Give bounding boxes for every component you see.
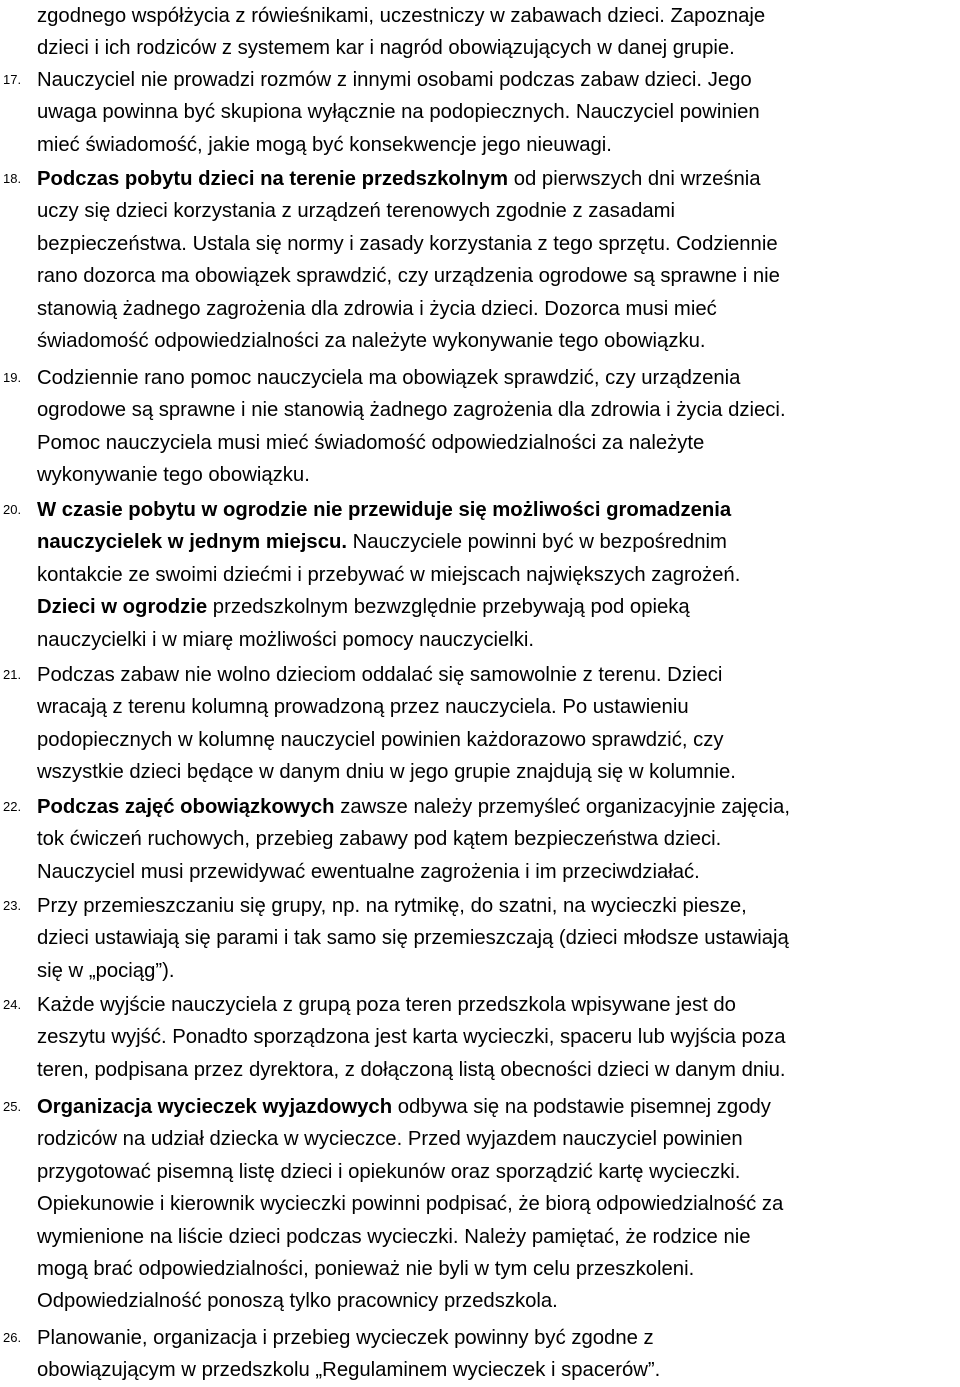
text-line: rodziców na udział dziecka w wycieczce. Przed wyjazdem nauczyciel powinien	[37, 1128, 743, 1151]
text-line: dzieci ustawiają się parami i tak samo się przemieszczają (dzieci młodsze ustawiają	[37, 927, 789, 950]
item-number: 17.	[3, 72, 22, 87]
item-number: 18.	[3, 171, 22, 186]
text-line: mieć świadomość, jakie mogą być konsekwencje jego nieuwagi.	[37, 133, 612, 156]
text-run: Nauczyciele powinni być w bezpośrednim	[347, 531, 727, 554]
text-line: uwaga powinna być skupiona wyłącznie na podopiecznych. Nauczyciel powinien	[37, 101, 760, 124]
bold-lead: W czasie pobytu w ogrodzie nie przewiduje się możliwości gromadzenia	[37, 499, 732, 521]
text-line: Codziennie rano pomoc nauczyciela ma obowiązek sprawdzić, czy urządzenia	[37, 367, 741, 389]
item-number: 26.	[3, 1330, 22, 1345]
bold-lead: Podczas pobytu dzieci na terenie przedszkolnym	[37, 168, 509, 190]
text-line: wykonywanie tego obowiązku.	[37, 464, 310, 487]
text-run: od pierwszych dni września	[508, 168, 761, 190]
item-number: 25.	[3, 1099, 22, 1114]
text-line: zeszytu wyjść. Ponadto sporządzona jest karta wycieczki, spaceru lub wyjścia poza	[37, 1026, 786, 1049]
text-line: podopiecznych w kolumnę nauczyciel powinien każdorazowo sprawdzić, czy	[37, 728, 724, 751]
text-line: Podczas zabaw nie wolno dzieciom oddalać się samowolnie z terenu. Dzieci	[37, 664, 723, 686]
text-run: zawsze należy przemyśleć organizacyjnie zajęcia,	[334, 796, 790, 818]
text-line: kontakcie ze swoimi dziećmi i przebywać w miejscach największych zagrożeń.	[37, 563, 741, 586]
text-line: się w „pociąg”).	[37, 959, 175, 982]
item-number: 23.	[3, 898, 22, 913]
text-line: tok ćwiczeń ruchowych, przebieg zabawy pod kątem bezpieczeństwa dzieci.	[37, 828, 722, 851]
text-line: Odpowiedzialność ponoszą tylko pracownicy przedszkola.	[37, 1290, 558, 1313]
text-run: odbywa się na podstawie pisemnej zgody	[392, 1096, 771, 1118]
bold-lead: Podczas zajęć obowiązkowych	[37, 796, 335, 818]
text-line: wszystkie dzieci będące w danym dniu w jego grupie znajdują się w kolumnie.	[37, 761, 736, 784]
text-line: rano dozorca ma obowiązek sprawdzić, czy urządzenia ogrodowe są sprawne i nie	[37, 265, 780, 288]
text-line: nauczycielki i w miarę możliwości pomocy nauczycielki.	[37, 628, 535, 651]
text-line: świadomość odpowiedzialności za należyte wykonywanie tego obowiązku.	[37, 329, 706, 352]
text-line: obowiązującym w przedszkolu „Regulaminem wycieczek i spacerów”.	[37, 1359, 661, 1382]
text-line: wracają z terenu kolumną prowadzoną przez nauczyciela. Po ustawieniu	[37, 696, 689, 719]
text-line: Opiekunowie i kierownik wycieczki powinni podpisać, że biorą odpowiedzialność za	[37, 1193, 784, 1216]
text-line: Nauczyciel musi przewidywać ewentualne zagrożenia i im przeciwdziałać.	[37, 860, 700, 883]
text-line: teren, podpisana przez dyrektora, z dołączoną listą obecności dzieci w danym dniu.	[37, 1058, 786, 1081]
text-line: uczy się dzieci korzystania z urządzeń terenowych zgodnie z zasadami	[37, 200, 676, 223]
text-line: dzieci i ich rodziców z systemem kar i nagród obowiązujących w danej grupie.	[37, 37, 735, 60]
text-line: Pomoc nauczyciela musi mieć świadomość odpowiedzialności za należyte	[37, 431, 705, 454]
text-line: Każde wyjście nauczyciela z grupą poza teren przedszkola wpisywane jest do	[37, 994, 736, 1016]
text-line: wymienione na liście dzieci podczas wycieczki. Należy pamiętać, że rodzice nie	[37, 1225, 751, 1248]
item-number: 24.	[3, 997, 22, 1012]
item-number: 21.	[3, 667, 22, 682]
text-line: zgodnego współżycia z rówieśnikami, uczestniczy w zabawach dzieci. Zapoznaje	[37, 5, 766, 27]
bold-lead: nauczycielek w jednym miejscu.	[37, 531, 347, 554]
text-line: Planowanie, organizacja i przebieg wycieczek powinny być zgodne z	[37, 1327, 654, 1349]
item-number: 22.	[3, 799, 22, 814]
text-line: ogrodowe są sprawne i nie stanowią żadnego zagrożenia dla zdrowia i życia dzieci.	[37, 399, 786, 422]
text-line: Przy przemieszczaniu się grupy, np. na rytmikę, do szatni, na wycieczki piesze,	[37, 895, 747, 917]
text-line: Nauczyciel nie prowadzi rozmów z innymi osobami podczas zabaw dzieci. Jego	[37, 69, 752, 91]
bold-lead: Dzieci w ogrodzie	[37, 596, 208, 619]
text-run: przedszkolnym bezwzględnie przebywają pod opieką	[207, 596, 690, 619]
text-line: mogą brać odpowiedzialności, ponieważ nie byli w tym celu przeszkoleni.	[37, 1257, 695, 1280]
text-line: przygotować pisemną listę dzieci i opiekunów oraz sporządzić kartę wycieczki.	[37, 1160, 741, 1183]
text-line: stanowią żadnego zagrożenia dla zdrowia i życia dzieci. Dozorca musi mieć	[37, 297, 717, 320]
item-number: 19.	[3, 370, 22, 385]
bold-lead: Organizacja wycieczek wyjazdowych	[37, 1096, 393, 1118]
item-number: 20.	[3, 502, 22, 517]
text-line: bezpieczeństwa. Ustala się normy i zasady korzystania z tego sprzętu. Codziennie	[37, 232, 778, 255]
